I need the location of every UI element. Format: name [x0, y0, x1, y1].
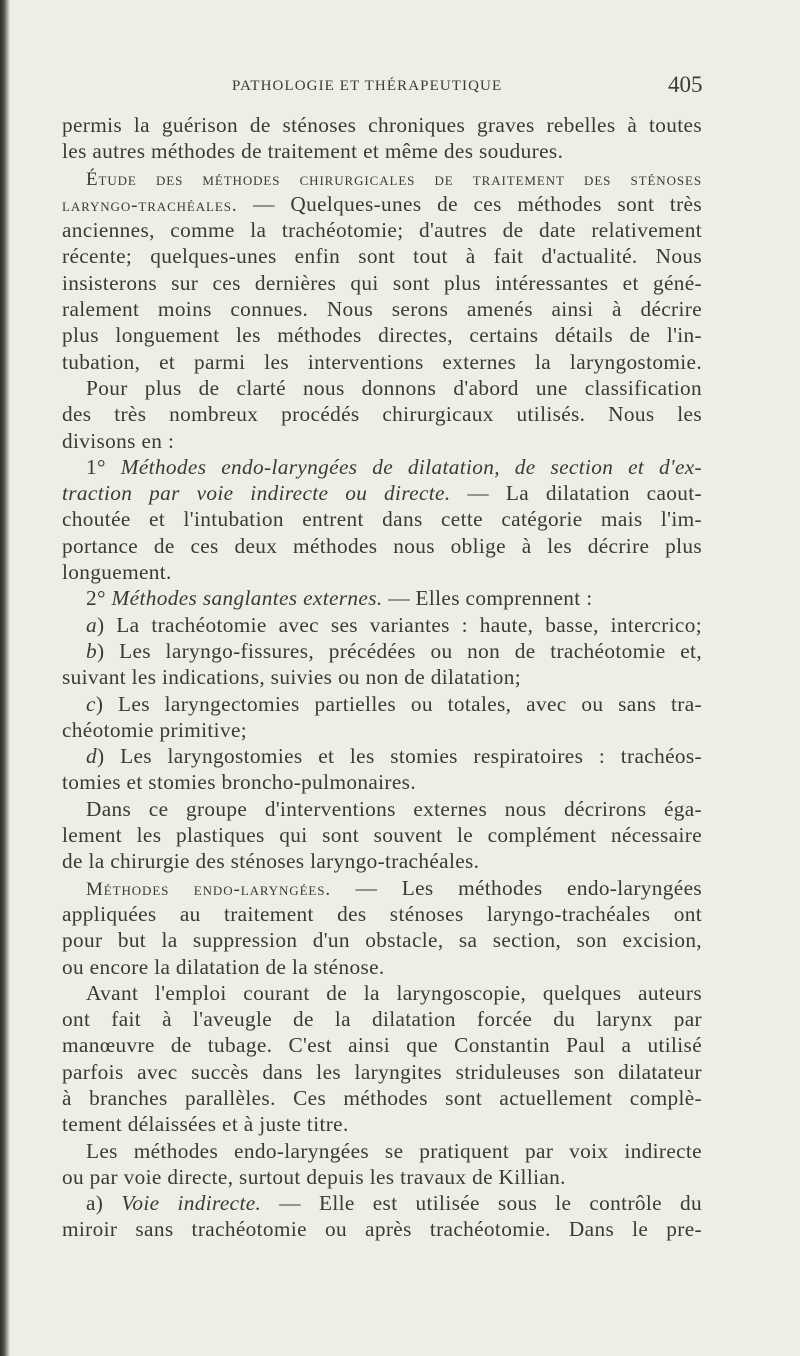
text-line	[62, 1085, 702, 1111]
text-segment: portance de ces deux méthodes nous oblige à les décrire plus	[62, 533, 702, 558]
text-segment: ) Les laryngectomies partielles ou totales, avec ou sans tra-	[95, 691, 702, 716]
text-line	[62, 480, 702, 506]
text-segment: ont fait à l'aveugle de la dilatation forcée du larynx par	[62, 1007, 702, 1032]
text-line	[62, 270, 702, 296]
italic-text: Méthodes sanglantes externes.	[111, 586, 383, 611]
text-segment: Avant l'emploi courant de la laryngoscopie, quelques auteurs	[86, 980, 702, 1005]
italic-text: d	[86, 744, 97, 769]
text-line	[62, 1138, 702, 1164]
text-line	[62, 1111, 702, 1137]
text-segment: — Elles comprennent :	[382, 586, 593, 611]
page-header	[0, 72, 800, 102]
text-line	[62, 428, 702, 454]
text-segment: tubation, et parmi les interventions externes la laryngostomie.	[62, 349, 702, 374]
text-line	[62, 191, 702, 217]
text-line	[62, 717, 702, 743]
text-segment: — Elle est utilisée sous le contrôle du	[261, 1191, 703, 1216]
text-segment: choutée et l'intubation entrent dans cette catégorie mais l'im-	[62, 507, 702, 532]
text-segment: manœuvre de tubage. C'est ainsi que Constantin Paul a utilisé	[62, 1033, 702, 1058]
text-line	[62, 217, 702, 243]
text-line	[62, 401, 702, 427]
text-line	[62, 664, 702, 690]
text-segment: lement les plastiques qui sont souvent le complément nécessaire	[62, 823, 702, 848]
italic-text: Méthodes endo-laryngées de dilatation, de section et d'ex-	[120, 454, 702, 479]
text-line	[62, 322, 702, 348]
text-segment: ou par voie directe, surtout depuis les travaux de Killian.	[62, 1164, 566, 1189]
text-line	[62, 822, 702, 848]
text-segment: insisterons sur ces dernières qui sont plus intéressantes et géné-	[62, 270, 702, 295]
italic-text: b	[86, 638, 97, 663]
text-segment: a)	[86, 1191, 122, 1216]
section-heading-text: Étude des méthodes chirurgicales de traitement des sténoses	[86, 168, 702, 190]
text-segment: — Les méthodes endo-laryngées	[331, 875, 703, 900]
text-line	[62, 1216, 702, 1242]
text-segment: ) Les laryngostomies et les stomies respiratoires : trachéos-	[97, 744, 702, 769]
text-segment: pour but la suppression d'un obstacle, sa section, son excision,	[62, 928, 702, 953]
text-segment: tement délaissées et à juste titre.	[62, 1112, 349, 1137]
text-line	[62, 743, 702, 769]
text-line	[62, 112, 702, 138]
text-segment: 2°	[86, 586, 112, 611]
text-line	[62, 875, 702, 901]
text-segment: 1°	[86, 454, 121, 479]
text-line	[62, 138, 702, 164]
text-segment: Les méthodes endo-laryngées se pratiquent par voix indirecte	[86, 1138, 702, 1163]
text-line	[62, 1059, 702, 1085]
text-line	[62, 901, 702, 927]
text-line	[62, 638, 702, 664]
page-edge	[0, 0, 10, 1356]
text-segment: — Quelques-unes de ces méthodes sont très	[237, 191, 702, 216]
text-line	[62, 296, 702, 322]
text-segment: appliquées au traitement des sténoses laryngo-trachéales ont	[62, 901, 702, 926]
text-segment: — La dilatation caout-	[450, 481, 702, 506]
text-line	[62, 533, 702, 559]
text-segment: tomies et stomies broncho-pulmonaires.	[62, 770, 416, 795]
text-line	[62, 1190, 702, 1216]
text-line	[62, 454, 702, 480]
page-number: 405	[668, 72, 703, 97]
section-heading-text: laryngo-trachéales.	[62, 194, 238, 216]
text-line	[62, 848, 702, 874]
text-segment: ) La trachéotomie avec ses variantes : haute, basse, intercrico;	[97, 612, 702, 637]
text-line	[62, 1164, 702, 1190]
text-line	[62, 927, 702, 953]
text-segment: récente; quelques-unes enfin sont tout à fait d'actualité. Nous	[62, 244, 702, 269]
text-line	[62, 796, 702, 822]
text-segment: anciennes, comme la trachéotomie; d'autres de date relativement	[62, 218, 702, 243]
text-line	[62, 559, 702, 585]
italic-text: Voie indirecte.	[121, 1191, 262, 1216]
italic-text: c	[86, 691, 96, 716]
text-segment: ) Les laryngo-fissures, précédées ou non de trachéotomie et,	[97, 638, 702, 663]
text-line	[62, 1032, 702, 1058]
text-segment: des très nombreux procédés chirurgicaux utilisés. Nous les	[62, 402, 702, 427]
text-segment: Dans ce groupe d'interventions externes nous décrirons éga-	[86, 796, 702, 821]
text-segment: de la chirurgie des sténoses laryngo-trachéales.	[62, 849, 480, 874]
text-segment: permis la guérison de sténoses chroniques graves rebelles à toutes	[62, 113, 702, 137]
text-segment: parfois avec succès dans les laryngites striduleuses son dilatateur	[62, 1059, 702, 1084]
text-line	[62, 612, 702, 638]
text-segment: suivant les indications, suivies ou non de dilatation;	[62, 665, 521, 690]
text-line	[62, 954, 702, 980]
section-heading-text: Méthodes endo-laryngées.	[86, 878, 332, 900]
text-segment: miroir sans trachéotomie ou après trachéotomie. Dans le pre-	[62, 1217, 702, 1242]
text-line	[62, 769, 702, 795]
text-segment: longuement.	[62, 560, 172, 585]
text-segment: plus longuement les méthodes directes, certains détails de l'in-	[62, 323, 702, 348]
text-line	[62, 1006, 702, 1032]
text-segment: ralement moins connues. Nous serons amenés ainsi à décrire	[62, 297, 702, 322]
running-head: PATHOLOGIE ET THÉRAPEUTIQUE	[232, 78, 503, 94]
text-line	[62, 243, 702, 269]
text-line	[62, 691, 702, 717]
text-segment: Pour plus de clarté nous donnons d'abord une classification	[86, 375, 702, 400]
text-line	[62, 375, 702, 401]
text-segment: à branches parallèles. Ces méthodes sont actuellement complè-	[62, 1085, 702, 1110]
text-segment: divisons en :	[62, 428, 175, 453]
text-line	[62, 585, 702, 611]
text-segment: ou encore la dilatation de la sténose.	[62, 954, 385, 979]
text-line	[62, 980, 702, 1006]
body-text	[62, 112, 702, 1243]
text-line	[62, 165, 702, 191]
text-segment: les autres méthodes de traitement et même des soudures.	[62, 139, 564, 164]
italic-text: a	[86, 612, 97, 637]
italic-text: traction par voie indirecte ou directe.	[62, 481, 451, 506]
text-segment: chéotomie primitive;	[62, 717, 248, 742]
text-line	[62, 506, 702, 532]
text-line	[62, 349, 702, 375]
